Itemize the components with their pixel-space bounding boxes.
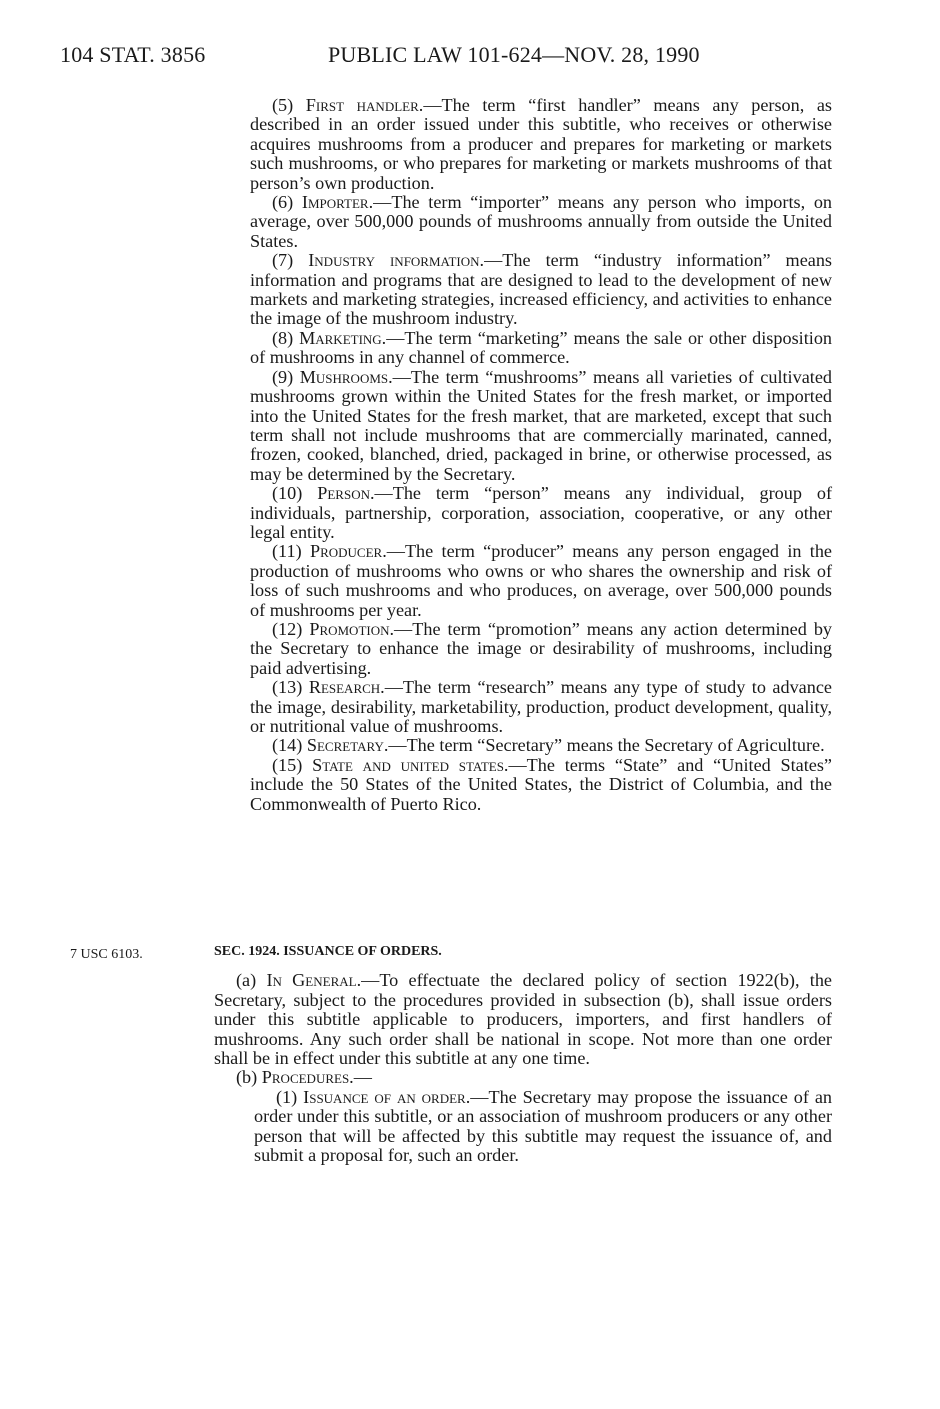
definition-text: —The term “Secretary” means the Secretary of Agriculture. [388,735,825,756]
definition-paragraph: (13) Research.—The term “research” means any type of study to advance the image, desirability, marketability, production, product development, quality, or nutritional value of mushrooms. [250,677,832,736]
section-1924 [214,942,832,1165]
definitions-block [250,96,832,814]
definition-term: Mushrooms. [299,366,393,387]
definition-term: Producer. [309,541,387,562]
definition-term: State and united states. [312,754,509,775]
definition-paragraph: (10) Person.—The term “person” means any individual, group of individuals, partnership, corporation, association, cooperative, or any other legal entity. [250,483,832,542]
definition-paragraph: (5) First handler.—The term “first handler” means any person, as described in an order issued under this subtitle, who receives or otherwise acquires mushrooms from a producer and prepares for marketing or markets such mushrooms, or who prepares for marketing or markets mushrooms of that person’s own production. [250,95,832,193]
definition-term: Promotion. [309,618,395,639]
definition-text: —The term “promotion” means any action determined by the Secretary to enhance the image or desirability of mushrooms, including paid advertising. [250,618,833,678]
definition-text: —The term “research” means any type of study to advance the image, desirability, marketability, production, product development, quality, or nutritional value of mushrooms. [250,677,832,736]
definition-text: —The term “mushrooms” means all varieties of cultivated mushrooms grown within the United States for the fresh market, or imported into the United States for the fresh market, that are marketed, except that such term shall not include mushrooms that are commercially marinated, canned, frozen, cooked, blanched, dried, packaged in brine, or otherwise processed, as may be determined by the Secretary. [250,366,832,484]
definition-text: —The term “marketing” means the sale or other disposition of mushrooms in any channel of commerce. [250,327,833,368]
subsection-b: (b) Procedures.— [236,1067,372,1088]
definition-term: Importer. [301,192,374,213]
subsection-a: (a) In General.—To effectuate the declared policy of section 1922(b), the Secretary, subject to the procedures provided in subsection (b), shall issue orders under this subtitle applicable to producers, importers, and first handlers of mushrooms. Any such order shall be national in scope. Not more than one order shall be in effect under this subtitle at any one time. [214,970,832,1069]
paragraph-b1: (1) Issuance of an order.—The Secretary may propose the issuance of an order under this subtitle, or an association of mushroom producers or any other person that will be affected by this subtitle may request the issuance of, and submit a proposal for, such an order. [254,1086,832,1166]
page-header [60,42,760,82]
definition-paragraph: (15) State and united states.—The terms “State” and “United States” include the 50 States of the United States, the District of Columbia, and the Commonwealth of Puerto Rico. [250,754,833,814]
definition-paragraph: (12) Promotion.—The term “promotion” means any action determined by the Secretary to enhance the image or desirability of mushrooms, including paid advertising. [250,618,833,678]
definition-paragraph: (6) Importer.—The term “importer” means any person who imports, on average, over 500,000 pounds of mushrooms annually from outside the United States. [250,192,833,251]
definition-paragraph: (7) Industry information.—The term “industry information” means information and programs that are designed to lead to the development of new markets and marketing strategies, increased efficiency, and activities to enhance the image of the mushroom industry. [250,250,833,329]
definition-term: Industry information. [308,250,485,271]
definition-text: —The term “person” means any individual, group of individuals, partnership, corporation, association, cooperative, or any other legal entity. [250,483,832,542]
definition-paragraph: (9) Mushrooms.—The term “mushrooms” means all varieties of cultivated mushrooms grown within the United States for the fresh market, or imported into the United States for the fresh market, that are marketed, except that such term shall not include mushrooms that are commercially marinated, canned, frozen, cooked, blanched, dried, packaged in brine, or otherwise processed, as may be determined by the Secretary. [250,366,832,484]
definition-term: Secretary. [306,735,389,756]
definition-text: —The term “first handler” means any person, as described in an order issued under this subtitle, who receives or otherwise acquires mushrooms from a producer and prepares for marketing or markets such mushrooms, or who prepares for marketing or markets mushrooms of that person’s own production. [250,95,832,193]
definition-paragraph: (14) Secretary.—The term “Secretary” means the Secretary of Agriculture. [272,735,825,756]
paragraph-term: Issuance of an order. [303,1086,471,1107]
definition-term: Marketing. [299,327,387,348]
definition-paragraph: (8) Marketing.—The term “marketing” means the sale or other disposition of mushrooms in any channel of commerce. [250,327,833,368]
definition-term: Research. [308,677,385,698]
definition-text: —The terms “State” and “United States” include the 50 States of the United States, the District of Columbia, and the Commonwealth of Puerto Rico. [250,754,833,814]
definition-text: —The term “producer” means any person engaged in the production of mushrooms who owns or who shares the ownership and risk of loss of such mushrooms and who produces, on average, over 500,000 pounds of mushrooms per year. [250,541,833,620]
definition-paragraph: (11) Producer.—The term “producer” means any person engaged in the production of mushrooms who owns or who shares the ownership and risk of loss of such mushrooms and who produces, on average, over 500,000 pounds of mushrooms per year. [250,541,833,620]
definition-text: —The term “importer” means any person who imports, on average, over 500,000 pounds of mushrooms annually from outside the United States. [250,192,833,251]
definition-term: First handler. [305,95,424,115]
section-heading: SEC. 1924. ISSUANCE OF ORDERS. [214,944,442,959]
definition-term: Person. [317,483,375,504]
usc-margin-note: 7 USC 6103. [70,947,143,962]
definition-text: —The term “industry information” means information and programs that are designed to lead to the development of new markets and marketing strategies, increased efficiency, and activities to enhance the image of the mushroom industry. [250,250,833,329]
subsection-term: Procedures. [261,1067,354,1088]
public-law-citation: PUBLIC LAW 101-624—NOV. 28, 1990 [328,42,700,67]
subsection-term: In General. [266,970,362,991]
stat-page-number: 104 STAT. 3856 [60,42,206,67]
